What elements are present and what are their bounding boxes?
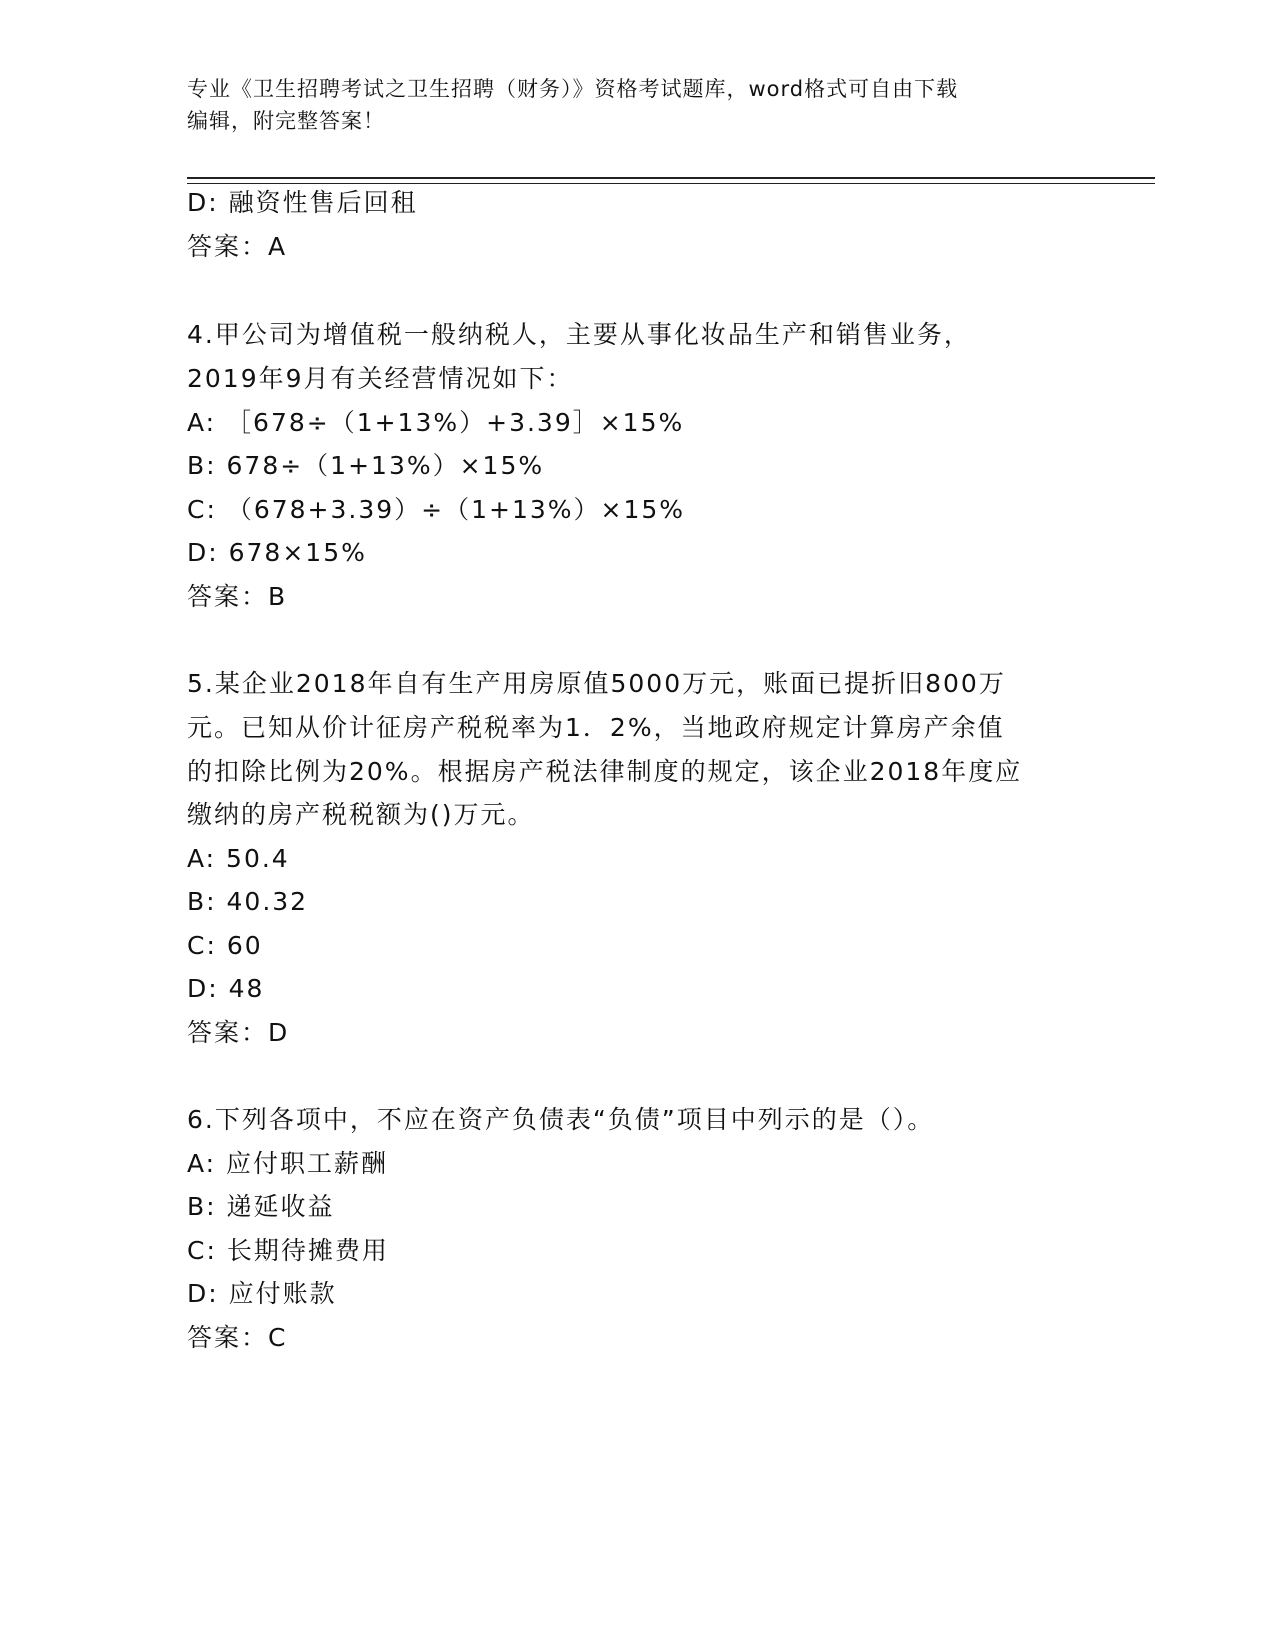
q4-stem-line-1: 4.甲公司为增值税一般纳税人，主要从事化妆品生产和销售业务， — [187, 320, 971, 349]
q6-stem-line-1: 6.下列各项中，不应在资产负债表“负债”项目中列示的是（）。 — [187, 1105, 935, 1134]
q4-option-a: A: ［678÷（1+13%）+3.39］×15% — [187, 408, 685, 437]
header-rule-thin — [187, 183, 1155, 184]
header-line-2: 编辑，附完整答案！ — [187, 109, 385, 133]
q3-option-d: D: 融资性售后回租 — [187, 188, 418, 217]
q5-stem-line-3: 的扣除比例为20%。根据房产税法律制度的规定，该企业2018年度应 — [187, 757, 1023, 786]
q5-stem-line-4: 缴纳的房产税税额为()万元。 — [187, 800, 535, 829]
q5-stem-line-1: 5.某企业2018年自有生产用房原值5000万元，账面已提折旧800万 — [187, 669, 1006, 698]
q4-option-b: B: 678÷（1+13%）×15% — [187, 451, 545, 480]
q6-answer: 答案：C — [187, 1323, 288, 1352]
q4-option-d: D: 678×15% — [187, 538, 367, 567]
header-line-1: 专业《卫生招聘考试之卫生招聘（财务）》资格考试题库，word格式可自由下载 — [187, 77, 959, 101]
q5-answer: 答案：D — [187, 1018, 290, 1047]
q5-stem-line-2: 元。已知从价计征房产税税率为1．2%，当地政府规定计算房产余值 — [187, 713, 1005, 742]
q4-option-c: C: （678+3.39）÷（1+13%）×15% — [187, 495, 686, 524]
q6-option-a: A: 应付职工薪酬 — [187, 1149, 389, 1178]
q4-stem-line-2: 2019年9月有关经营情况如下： — [187, 364, 574, 393]
document-header — [187, 73, 1087, 137]
q6-option-b: B: 递延收益 — [187, 1192, 335, 1221]
q6-option-c: C: 长期待摊费用 — [187, 1236, 389, 1265]
q4-answer: 答案：B — [187, 582, 288, 611]
header-rule-thick — [187, 177, 1155, 179]
q3-answer: 答案：A — [187, 232, 288, 261]
q5-option-b: B: 40.32 — [187, 887, 309, 916]
q5-option-c: C: 60 — [187, 931, 263, 960]
q5-option-a: A: 50.4 — [187, 844, 290, 873]
q5-option-d: D: 48 — [187, 974, 265, 1003]
q6-option-d: D: 应付账款 — [187, 1279, 337, 1308]
